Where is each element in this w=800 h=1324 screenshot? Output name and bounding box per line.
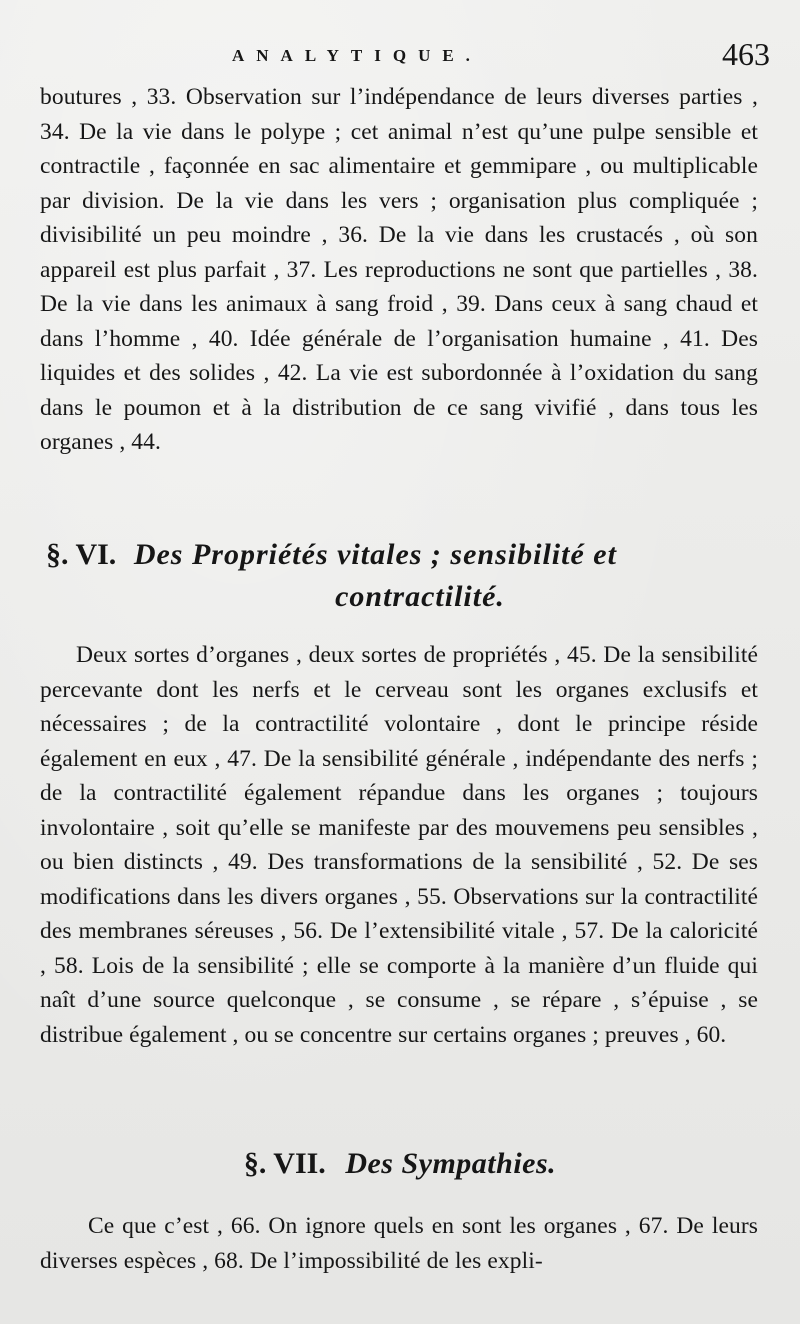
section-number: §. VI.: [46, 538, 117, 571]
paragraph-2: Deux sortes d’organes , deux sortes de propriétés , 45. De la sensibilité percevante dont les nerfs et le cerveau sont les organes exclusifs et nécessaires ; de la contractilité volontaire , dont le principe réside également en eux , 47. De la sensibilité générale , indépendante des nerfs ; de la contractilité également répandue dans les organes ; toujours involontaire , soit qu’elle se manifeste par des mouvemens peu sensibles , ou bien distincts , 49. Des transformations de la sensibilité , 52. De ses modifications dans les divers organes , 55. Observations sur la contractilité des membranes séreuses , 56. De l’extensibilité vitale , 57. De la caloricité , 58. Lois de la sensibilité ; elle se comporte à la manière d’un fluide qui naît d’une source quelconque , se consume , se répare , s’épuise , se distribue également , ou se concentre sur certains organes ; preuves , 60.: [40, 642, 758, 1048]
section-title: Des Propriétés vitales ; sensibilité et: [133, 538, 617, 571]
running-head: [0, 36, 800, 80]
running-title: ANALYTIQUE.: [232, 46, 482, 65]
page-number: 463: [722, 36, 770, 72]
paragraph-3: Ce que c’est , 66. On ignore quels en sont les organes , 67. De leurs diverses espèces , 68. De l’impossibilité de les expli-: [40, 1213, 758, 1274]
paragraph-1: boutures , 33. Observation sur l’indépendance de leurs diverses parties , 34. De la vie dans le polype ; cet animal n’est qu’une pulpe sensible et contractile , façonnée en sac alimentaire et gemmipare , ou multiplicable par division. De la vie dans les vers ; organisation plus compliquée ; divisibilité un peu moindre , 36. De la vie dans les crustacés , où son appareil est plus parfait , 37. Les reproductions ne sont que partielles , 38. De la vie dans les animaux à sang froid , 39. Dans ceux à sang chaud et dans l’homme , 40. Idée générale de l’organisation humaine , 41. Des liquides et des solides , 42. La vie est subordonnée à l’oxidation du sang dans le poumon et à la distribution de ce sang vivifié , dans tous les organes , 44.: [40, 84, 758, 455]
section-title: Des Sympathies.: [345, 1147, 557, 1180]
section-heading-vi-line1: [40, 534, 760, 576]
section-heading-vi: [40, 534, 760, 618]
section-title-continued: contractilité.: [335, 580, 505, 613]
section-number: §. VII.: [243, 1147, 326, 1180]
section-heading-vii: [40, 1144, 760, 1184]
